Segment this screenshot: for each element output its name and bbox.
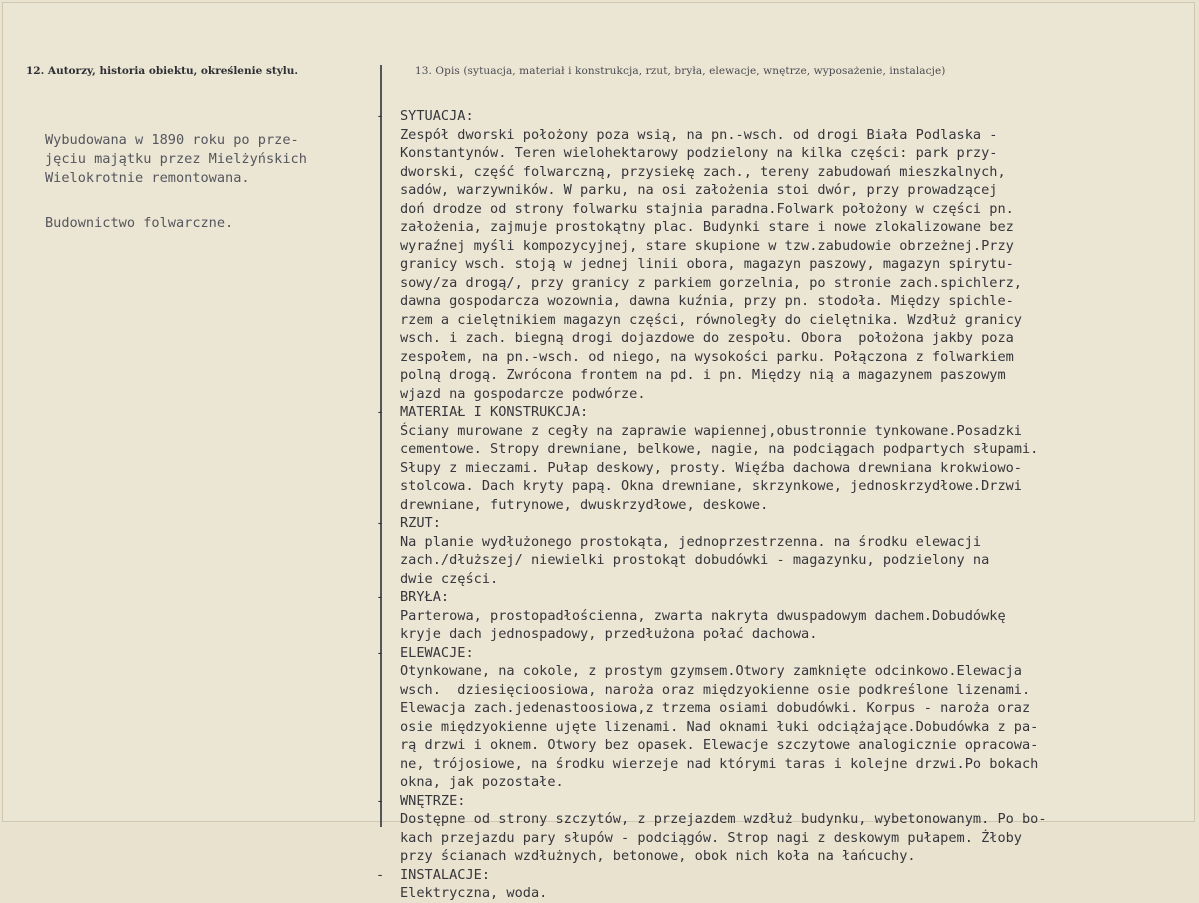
section-text-line: rą drzwi i oknem. Otwory bez opasek. Elewacje szczytowe analogicznie opracowa- — [400, 737, 1039, 753]
history-line: Wielokrotnie remontowana. — [45, 170, 250, 186]
section-title — [376, 792, 1198, 811]
section-title — [376, 514, 1198, 533]
section-dash: - — [376, 644, 385, 661]
section-text-line: Elektryczna, woda. — [400, 885, 548, 901]
section-text-line: osie międzyokienne ujęte lizenami. Nad oknami łuki odciążające.Dobudówka z pa- — [400, 718, 1039, 735]
section-text-line: okna, jak pozostałe. — [400, 774, 564, 790]
section-text-line: zespołem, na pn.-wsch. od niego, na wysokości parku. Połączona z folwarkiem — [400, 348, 1014, 365]
section-dash: - — [376, 404, 385, 420]
section-title — [376, 644, 1198, 663]
section-text-line: Ściany murowane z cegły na zaprawie wapiennej,obustronnie tynkowane.Posadzki — [400, 422, 1022, 439]
section-text-line: ne, trójosiowe, na środku wierzeje nad którymi taras i kolejne drzwi.Po bokach — [400, 755, 1039, 772]
section-text-line: granicy wsch. stoją w jednej linii obora, magazyn paszowy, magazyn spirytu- — [400, 256, 1014, 272]
history-line: jęciu majątku przez Mielżyńskich — [45, 151, 307, 167]
section-text-line: polną drogą. Zwrócona frontem na pd. i pn. Między nią a magazynem paszowym — [400, 367, 1006, 383]
section-dash: - — [376, 792, 385, 809]
section-dash: - — [376, 515, 385, 531]
section-text-line: Słupy z mieczami. Pułap deskowy, prosty. Więźba dachowa drewniana krokwiowo- — [400, 459, 1022, 476]
section-text-line: Konstantynów. Teren wielohektarowy podzielony na kilka części: park przy- — [400, 145, 998, 161]
section-title — [376, 403, 1198, 422]
section-title — [376, 588, 1198, 607]
section-title — [376, 866, 1198, 885]
section-title-label: MATERIAŁ I KONSTRUKCJA: — [400, 404, 589, 420]
style-note: Budownictwo folwarczne. — [45, 215, 234, 231]
section-dash: - — [376, 589, 385, 605]
section-text-line: zach./dłuższej/ niewielki prostokąt dobudówki - magazynku, podzielony na — [400, 552, 990, 568]
section-dash: - — [376, 866, 385, 883]
section-text-line: Dostępne od strony szczytów, z przejazdem wzdłuż budynku, wybetonowanym. Po bo- — [400, 811, 1047, 827]
authors-history-header: 12. Autorzy, historia obiektu, określenie stylu. — [26, 65, 299, 77]
section-text-line: stolcowa. Dach kryty papą. Okna drewniane, skrzynkowe, jednoskrzydłowe.Drzwi — [400, 478, 1022, 494]
section-text-line: cementowe. Stropy drewniane, belkowe, nagie, na podciągach podpartych słupami. — [400, 441, 1039, 457]
section-text-line: kach przejazdu pary słupów - podciągów. Strop nagi z deskowym pułapem. Żłoby — [400, 829, 1022, 846]
section-title-label: INSTALACJE: — [400, 866, 491, 883]
section-text-line: dworski, część folwarczną, przysiekę zach., tereny zabudowań mieszkalnych, — [400, 163, 1006, 180]
section-text-line: wjazd na gospodarcze podwórze. — [400, 385, 646, 402]
section-text-line: dwie części. — [400, 570, 499, 587]
section-text-line: Elewacja zach.jedenastoosiowa,z trzema osiami dobudówki. Korpus - naroża oraz — [400, 700, 1031, 716]
description-column — [376, 107, 1198, 903]
section-text-line: drewniane, futrynowe, dwuskrzydłowe, deskowe. — [400, 496, 769, 513]
section-text-line: Zespół dworski położony poza wsią, na pn.-wsch. od drogi Biała Podlaska - — [400, 126, 998, 143]
section-title-label: ELEWACJE: — [400, 644, 474, 661]
section-text-line: założenia, zajmuje prostokątny plac. Budynki stare i nowe zlokalizowane bez — [400, 219, 1014, 235]
history-column — [45, 131, 375, 233]
section-text-line: dawna gospodarcza wozownia, dawna kuźnia, przy pn. stodoła. Między spichle- — [400, 293, 1014, 309]
section-title-label: BRYŁA: — [400, 589, 450, 605]
section-title-label: WNĘTRZE: — [400, 792, 466, 809]
section-text-line: sadów, warzywników. W parku, na osi założenia stoi dwór, przy prowadzącej — [400, 182, 998, 198]
section-text-line: sowy/za drogą/, przy granicy z parkiem gorzelnia, po stronie zach.spichlerz, — [400, 274, 1022, 291]
section-text-line: Na planie wydłużonego prostokąta, jednoprzestrzenna. na środku elewacji — [400, 533, 982, 550]
section-text-line: wsch. dziesięcioosiowa, naroża oraz międzyokienne osie podkreślone lizenami. — [400, 681, 1031, 698]
section-text-line: przy ścianach wzdłużnych, betonowe, obok nich koła na łańcuchy. — [400, 848, 916, 864]
section-title-label: RZUT: — [400, 515, 441, 531]
section-text-line: wsch. i zach. biegną drogi dojazdowe do zespołu. Obora położona jakby poza — [400, 330, 1014, 346]
section-title-label: SYTUACJA: — [400, 108, 474, 124]
section-title — [376, 107, 1198, 126]
section-text-line: Parterowa, prostopadłościenna, zwarta nakryta dwuspadowym dachem.Dobudówkę — [400, 607, 1006, 624]
section-text-line: Otynkowane, na cokole, z prostym gzymsem.Otwory zamknięte odcinkowo.Elewacja — [400, 663, 1022, 679]
section-dash: - — [376, 108, 385, 124]
section-text-line: rzem a cielętnikiem magazyn części, równoległy do cielętnika. Wzdłuż granicy — [400, 311, 1022, 328]
history-line: Wybudowana w 1890 roku po prze- — [45, 132, 299, 148]
record-card — [2, 2, 1195, 901]
section-text-line: wyraźnej myśli kompozycyjnej, stare skupione w tzw.zabudowie obrzeżnej.Przy — [400, 237, 1014, 254]
section-text-line: kryje dach jednospadowy, przedłużona połać dachowa. — [400, 626, 818, 642]
description-header: 13. Opis (sytuacja, materiał i konstrukcja, rzut, bryła, elewacje, wnętrze, wyposażenie, instalacje) — [415, 65, 946, 77]
section-text-line: doń drodze od strony folwarku stajnia paradna.Folwark położony w części pn. — [400, 200, 1014, 217]
